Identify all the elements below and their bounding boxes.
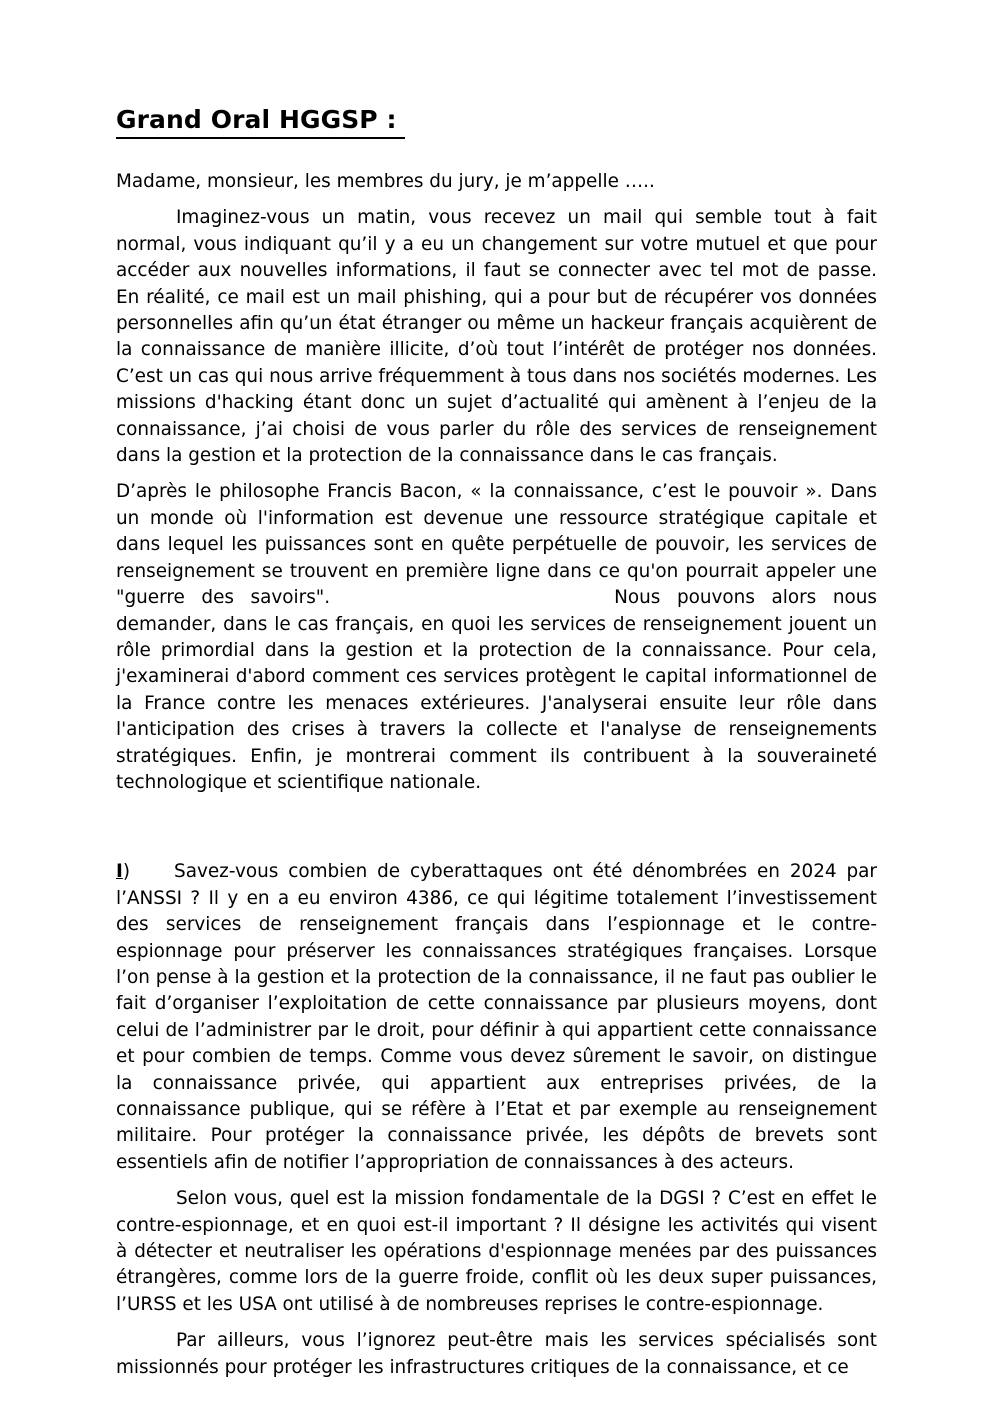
bacon-paragraph-first-half: D’après le philosophe Francis Bacon, « la connaissance, c’est le pouvoir ». Dans un monde où l'information est devenue une ressource stratégique capitale et dans lequel les puissances sont en quête perpétuelle de pouvoir, les services de renseignement se trouvent en première ligne dans ce qu'on pourrait appeler une "guerre des savoirs". <box>116 481 877 609</box>
section-one-paragraph <box>116 859 877 1176</box>
bacon-paragraph-second-half: Nous pouvons alors nous demander, dans le cas français, en quoi les services de renseignement jouent un rôle primordial dans la gestion et la protection de la connaissance. Pour cela, j'examinerai d'abord comment ces services protègent le capital informationnel de la France contre les menaces extérieures. J'analyserai ensuite leur rôle dans l'anticipation des crises à travers la collecte et l'analyse de renseignements stratégiques. Enfin, je montrerai comment ils contribuent à la souveraineté technologique et scientifique nationale. <box>116 587 877 793</box>
title-row <box>116 104 877 153</box>
page-title: Grand Oral HGGSP : <box>116 104 405 139</box>
section-one-paren: ) <box>122 861 131 883</box>
bacon-paragraph <box>116 479 877 796</box>
intro-paragraph: Imaginez-vous un matin, vous recevez un mail qui semble tout à fait normal, vous indiquant qu’il y a eu un changement sur votre mutuel et que pour accéder aux nouvelles informations, il faut se connecter avec tel mot de passe. En réalité, ce mail est un mail phishing, qui a pour but de récupérer vos données personnelles afin qu’un état étranger ou même un hackeur français acquièrent de la connaissance de manière illicite, d’où tout l’intérêt de protéger nos données. C’est un cas qui nous arrive fréquemment à tous dans nos sociétés modernes. Les missions d'hacking étant donc un sujet d’actualité qui amènent à l’enjeu de la connaissance, j’ai choisi de vous parler du rôle des services de renseignement dans la gestion et la protection de la connaissance dans le cas français. <box>116 207 877 467</box>
greeting-paragraph: Madame, monsieur, les membres du jury, je m’appelle ….. <box>116 171 655 192</box>
section-one-roman-numeral: I <box>116 861 123 883</box>
dgsi-paragraph: Selon vous, quel est la mission fondamentale de la DGSI ? C’est en effet le contre-espionnage, et en quoi est-il important ? Il désigne les activités qui visent à détecter et neutraliser les opérations d'espionnage menées par des puissances étrangères, comme lors de la guerre froide, conflit où les deux super puissances, l’URSS et les USA ont utilisé à de nombreuses reprises le contre-espionnage. <box>116 1188 877 1315</box>
section-spacer <box>116 806 877 859</box>
section-one-body: Savez-vous combien de cyberattaques ont été dénombrées en 2024 par l’ANSSI ? Il y en a eu environ 4386, ce qui légitime totalement l’investissement des services de renseignement français dans l’espionnage et le contre-espionnage pour préserver les connaissances stratégiques françaises. Lorsque l’on pense à la gestion et la protection de la connaissance, il ne faut pas oublier le fait d’organiser l’exploitation de cette connaissance par plusieurs moyens, dont celui de l’administrer par le droit, pour définir à qui appartient cette connaissance et pour combien de temps. Comme vous devez sûrement le savoir, on distingue la connaissance privée, qui appartient aux entreprises privées, de la connaissance publique, qui se réfère à l’Etat et par exemple au renseignement militaire. Pour protéger la connaissance privée, les dépôts de brevets sont essentiels afin de notifier l’appropriation de connaissances à des acteurs. <box>116 861 877 1173</box>
infrastructures-paragraph: Par ailleurs, vous l’ignorez peut-être mais les services spécialisés sont missionnés pour protéger les infrastructures critiques de la connaissance, et ce <box>116 1330 877 1378</box>
document-body <box>116 104 877 1391</box>
